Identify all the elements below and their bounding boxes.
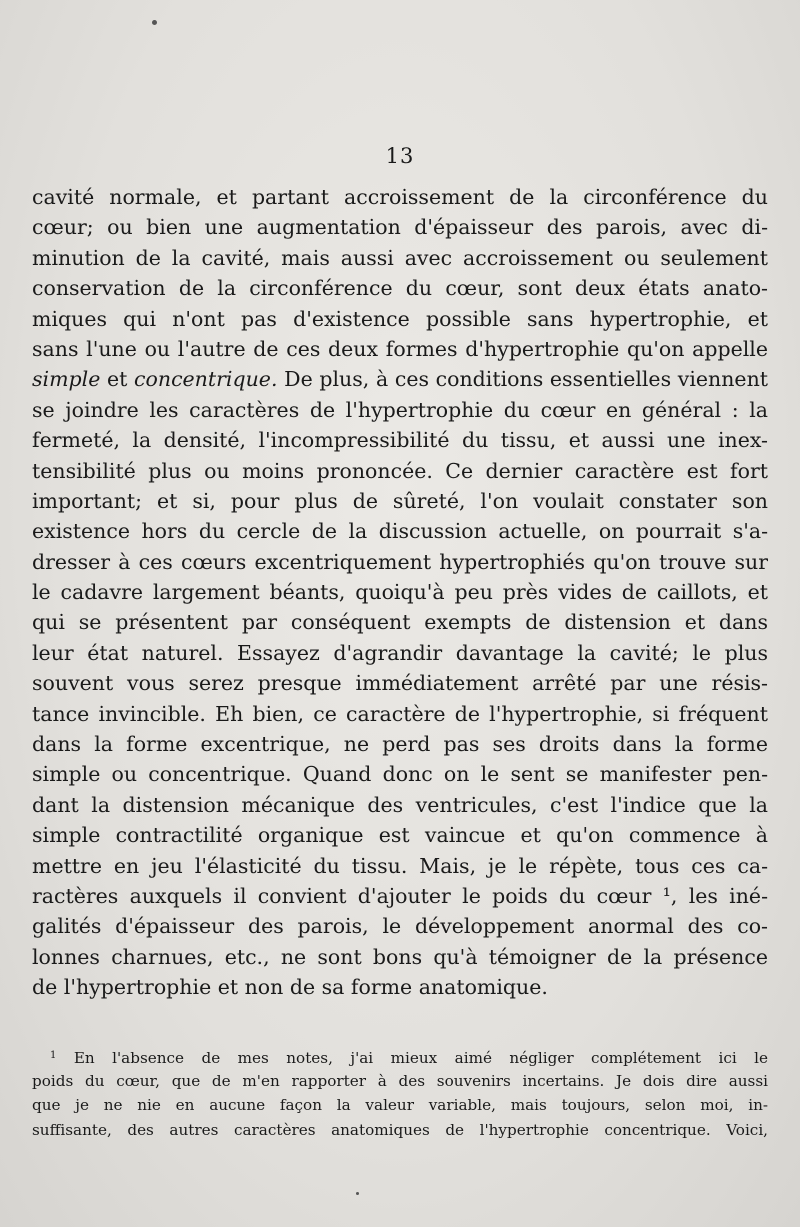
page-number: 13 [385,144,415,168]
footnote-line: que je ne nie en aucune façon la valeur variable, mais toujours, selon moi, in- [32,1096,768,1114]
text-line: mettre en jeu l'élasticité du tissu. Mais, je le répète, tous ces ca- [32,853,768,878]
body-paragraph [32,182,768,1003]
text-line: tance invincible. Eh bien, ce caractère de l'hypertrophie, si fréquent [32,701,768,726]
text-line: simple ou concentrique. Quand donc on le sent se manifester pen- [32,762,768,787]
ink-speck [356,1192,359,1195]
connector-text: et [100,367,135,392]
text-line: sans l'une ou l'autre de ces deux formes d'hypertrophie qu'on appelle [32,336,768,361]
text-line: galités d'épaisseur des parois, le développement anormal des co- [32,914,768,939]
text-line: qui se présentent par conséquent exempts de distension et dans [32,610,768,635]
text-line: existence hors du cercle de la discussion actuelle, on pourrait s'a- [32,519,768,544]
text-line: fermeté, la densité, l'incompressibilité du tissu, et aussi une inex- [32,428,768,453]
text-line: dans la forme excentrique, ne perd pas ses droits dans la forme [32,732,768,757]
text-line: simple contractilité organique est vaincue et qu'on commence à [32,823,768,848]
text-line: lonnes charnues, etc., ne sont bons qu'à témoigner de la présence [32,944,768,969]
footnote-line: suffisante, des autres caractères anatomiques de l'hypertrophie concentrique. Voici, [32,1120,768,1139]
text-line: cœur; ou bien une augmentation d'épaisseur des parois, avec di- [32,215,768,240]
text-line: miques qui n'ont pas d'existence possible sans hypertrophie, et [32,306,768,331]
text-line: tensibilité plus ou moins prononcée. Ce dernier caractère est fort [32,458,768,483]
footnote-line: poids du cœur, que de m'en rapporter à des souvenirs incertains. Je dois dire aussi [32,1071,768,1090]
text-line-with-italics [32,364,768,394]
text-line: dresser à ces cœurs excentriquement hypertrophiés qu'on trouve sur [32,549,768,574]
text-line: minution de la cavité, mais aussi avec accroissement ou seulement [32,245,768,270]
footnote-line [32,1044,768,1069]
text-line: se joindre les caractères de l'hypertrophie du cœur en général : la [32,397,768,422]
text-line: de l'hypertrophie et non de sa forme anatomique. [32,975,548,1000]
italic-term: concentrique. [134,367,278,392]
text-line: conservation de la circonférence du cœur, sont deux états anato- [32,276,768,301]
line-rest: De plus, à ces conditions essentielles viennent [277,367,768,392]
text-line: important; et si, pour plus de sûreté, l'on voulait constater son [32,488,768,513]
text-line: cavité normale, et partant accroissement de la circonférence du [32,185,768,209]
text-line: leur état naturel. Essayez d'agrandir davantage la cavité; le plus [32,640,768,665]
footnote [32,1044,768,1142]
text-line: dant la distension mécanique des ventricules, c'est l'indice que la [32,792,768,817]
footnote-marker: 1 [50,1050,57,1061]
text-line: ractères auxquels il convient d'ajouter le poids du cœur ¹, les iné- [32,883,768,908]
ink-speck [152,20,157,25]
italic-term: simple [32,367,101,392]
footnote-line-text: En l'absence de mes notes, j'ai mieux aimé négliger complétement ici le [73,1049,768,1067]
text-line: souvent vous serez presque immédiatement arrêté par une résis- [32,671,768,696]
text-line: le cadavre largement béants, quoiqu'à peu près vides de caillots, et [32,580,768,605]
